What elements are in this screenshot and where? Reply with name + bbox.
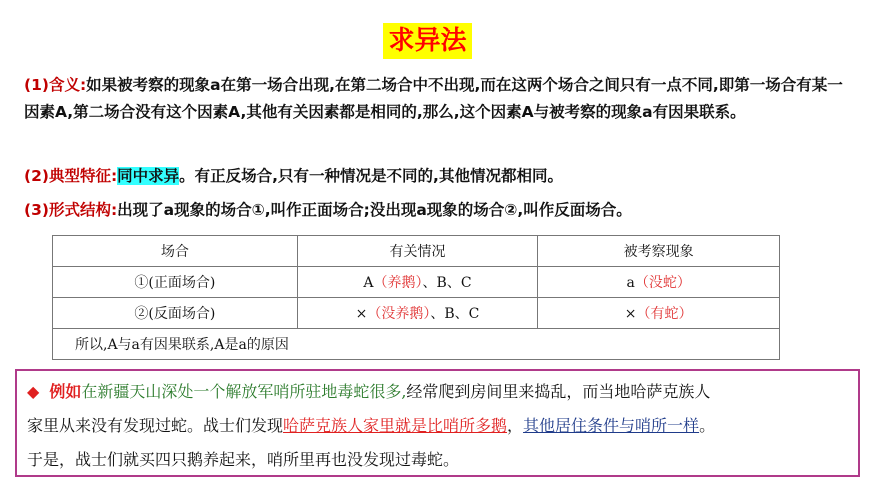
- table-note-row: [53, 329, 780, 360]
- table-header: 被考察现象: [538, 236, 780, 267]
- cell-text: ×: [355, 306, 368, 322]
- structure-label: (3)形式结构:: [24, 201, 118, 219]
- cell-text-red: （没养鹅）: [367, 306, 431, 322]
- structure-text: 出现了a现象的场合①,叫作正面场合;没出现a现象的场合②,叫作反面场合。: [117, 201, 632, 219]
- table-cell: [538, 267, 780, 298]
- table-cell: [297, 298, 538, 329]
- example-box: [15, 369, 860, 477]
- definition-text: 如果被考察的现象a在第一场合出现,在第二场合中不出现,而在这两个场合之间只有一点不同,即第一场合有某一因素A,第二场合没有这个因素A,其他有关因素都是相同的,那么,这个因素A与被考察的现象a有因果联系。: [24, 76, 843, 121]
- example-line: [27, 447, 459, 470]
- cell-text-red: （有蛇）: [636, 306, 693, 322]
- feature-paragraph: [24, 163, 854, 190]
- definition-paragraph: [24, 72, 854, 126]
- table-cell: [538, 298, 780, 329]
- cell-text: 、B、C: [430, 306, 480, 322]
- cell-text: 、B、C: [422, 275, 472, 291]
- structure-paragraph: [24, 197, 854, 224]
- page-title: 求异法: [383, 23, 472, 59]
- table-header-row: [53, 236, 780, 267]
- table-cell: ②(反面场合): [53, 298, 298, 329]
- example-text: ，: [507, 416, 524, 435]
- table-cell: [297, 267, 538, 298]
- example-text: 。: [699, 416, 716, 435]
- example-text-red-underline: 哈萨克族人家里就是比哨所多鹅: [283, 416, 508, 435]
- table-header: 有关情况: [297, 236, 538, 267]
- diamond-bullet-icon: ◆: [27, 382, 40, 401]
- example-text-underline: 其他居住条件与哨所一样: [523, 416, 700, 435]
- table-header: 场合: [53, 236, 298, 267]
- table-row: [53, 267, 780, 298]
- cell-text: A: [363, 275, 374, 291]
- comparison-table: [52, 235, 780, 360]
- example-line: [27, 413, 715, 436]
- example-line: [27, 379, 710, 402]
- table-cell: ①(正面场合): [53, 267, 298, 298]
- example-text-green: 在新疆天山深处一个解放军哨所驻地毒蛇很多,: [81, 382, 407, 401]
- table-row: [53, 298, 780, 329]
- example-text: 于是，战士们就买四只鹅养起来，哨所里再也没发现过毒蛇。: [27, 450, 460, 469]
- example-lead: 例如: [49, 382, 82, 401]
- feature-highlight: 同中求异: [117, 167, 180, 185]
- table-note: 所以,A与a有因果联系,A是a的原因: [53, 329, 780, 360]
- cell-text: a: [626, 275, 635, 291]
- definition-label: (1)含义:: [24, 76, 87, 94]
- cell-text-red: （没蛇）: [634, 275, 691, 291]
- feature-label: (2)典型特征:: [24, 167, 118, 185]
- feature-text: 。有正反场合,只有一种情况是不同的,其他情况都相同。: [179, 167, 563, 185]
- example-text: 家里从来没有发现过蛇。战士们发现: [27, 416, 284, 435]
- cell-text: ×: [624, 306, 637, 322]
- example-text: 经常爬到房间里来捣乱，而当地哈萨克族人: [406, 382, 711, 401]
- cell-text-red: （养鹅）: [373, 275, 423, 291]
